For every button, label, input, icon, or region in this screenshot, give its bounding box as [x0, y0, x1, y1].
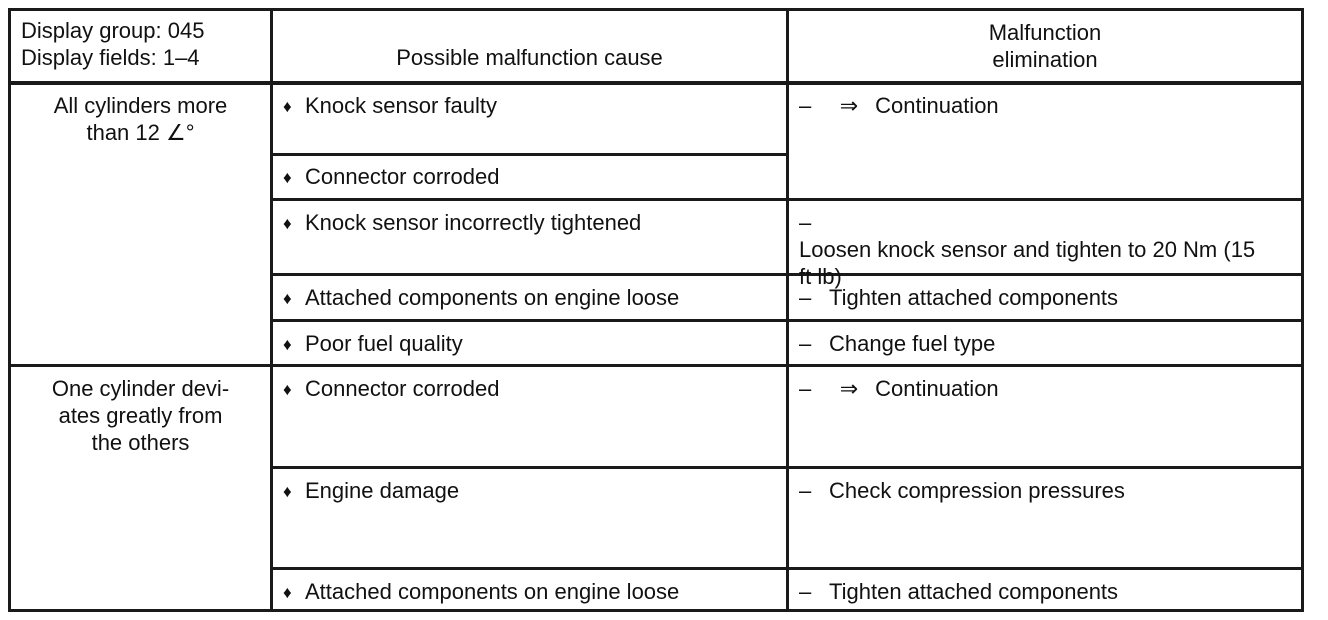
cause-cell [273, 371, 786, 466]
elimination-cell [789, 473, 1301, 567]
elimination-text: Check compression pressures [829, 478, 1125, 503]
diamond-bullet-icon: ♦ [283, 335, 292, 354]
condition-line: ates greatly from [58, 403, 223, 428]
elimination-text: Tighten attached components [829, 579, 1119, 604]
row-divider [270, 153, 789, 156]
dash-marker: – [799, 210, 812, 235]
dash-marker: – [799, 93, 812, 118]
elimination-cell [789, 371, 1301, 466]
continuation-arrow-icon: ⇒ [839, 376, 859, 401]
table-border-bottom [8, 609, 1304, 612]
condition-line: than 12 ∠° [86, 120, 195, 145]
elimination-text: Continuation [875, 376, 999, 401]
dash-marker: – [799, 376, 812, 401]
cause-header-label: Possible malfunction cause [396, 45, 663, 70]
diamond-bullet-icon: ♦ [283, 214, 292, 233]
row-divider [270, 466, 1304, 469]
elimination-text: Change fuel type [829, 331, 996, 356]
cause-cell [273, 280, 786, 319]
elimination-header-line1: Malfunction [988, 20, 1102, 45]
condition-line: All cylinders more [53, 93, 228, 118]
condition-line: One cylinder devi- [51, 376, 230, 401]
elimination-cell [789, 88, 1301, 198]
diamond-bullet-icon: ♦ [283, 482, 292, 501]
dash-marker: – [799, 285, 812, 310]
cause-text: Attached components on engine loose [305, 285, 680, 310]
diamond-bullet-icon: ♦ [283, 289, 292, 308]
dash-marker: – [799, 331, 812, 356]
condition-cell [11, 88, 270, 364]
row-divider [270, 319, 1304, 322]
elimination-column-header [789, 11, 1301, 81]
elimination-cell [789, 280, 1301, 319]
row-divider [270, 198, 1304, 201]
condition-line: the others [91, 430, 190, 455]
cause-text: Attached components on engine loose [305, 579, 680, 604]
elimination-text: Loosen knock sensor and tighten to 20 Nm (15 ft lb) [799, 237, 1256, 289]
elimination-text: Tighten attached components [829, 285, 1119, 310]
cause-cell [273, 88, 786, 153]
cause-cell [273, 159, 786, 198]
header-divider [8, 81, 1304, 85]
continuation-arrow-icon: ⇒ [839, 93, 859, 118]
diamond-bullet-icon: ♦ [283, 583, 292, 602]
display-group-label: Display group: 045 [21, 18, 205, 43]
elimination-cell [789, 205, 1301, 289]
cause-text: Poor fuel quality [305, 331, 463, 356]
cause-cell [273, 205, 786, 273]
elimination-text: Continuation [875, 93, 999, 118]
diamond-bullet-icon: ♦ [283, 97, 292, 116]
display-group-header [11, 11, 270, 81]
condition-cell [11, 371, 270, 609]
display-fields-label: Display fields: 1–4 [21, 45, 200, 70]
cause-text: Knock sensor incorrectly tightened [305, 210, 642, 235]
elimination-header-line2: elimination [992, 47, 1098, 72]
diamond-bullet-icon: ♦ [283, 380, 292, 399]
table-border-right [1301, 8, 1304, 612]
cause-column-header [273, 11, 786, 81]
dash-marker: – [799, 579, 812, 604]
row-divider [270, 567, 1304, 570]
diamond-bullet-icon: ♦ [283, 168, 292, 187]
cause-text: Knock sensor faulty [305, 93, 497, 118]
elimination-cell [789, 326, 1301, 364]
cause-text: Connector corroded [305, 164, 500, 189]
dash-marker: – [799, 478, 812, 503]
cause-text: Connector corroded [305, 376, 500, 401]
malfunction-table [8, 8, 1304, 612]
cause-cell [273, 326, 786, 364]
cause-cell [273, 574, 786, 609]
cause-cell [273, 473, 786, 567]
group-divider [8, 364, 1304, 367]
cause-text: Engine damage [305, 478, 460, 503]
elimination-cell [789, 574, 1301, 609]
